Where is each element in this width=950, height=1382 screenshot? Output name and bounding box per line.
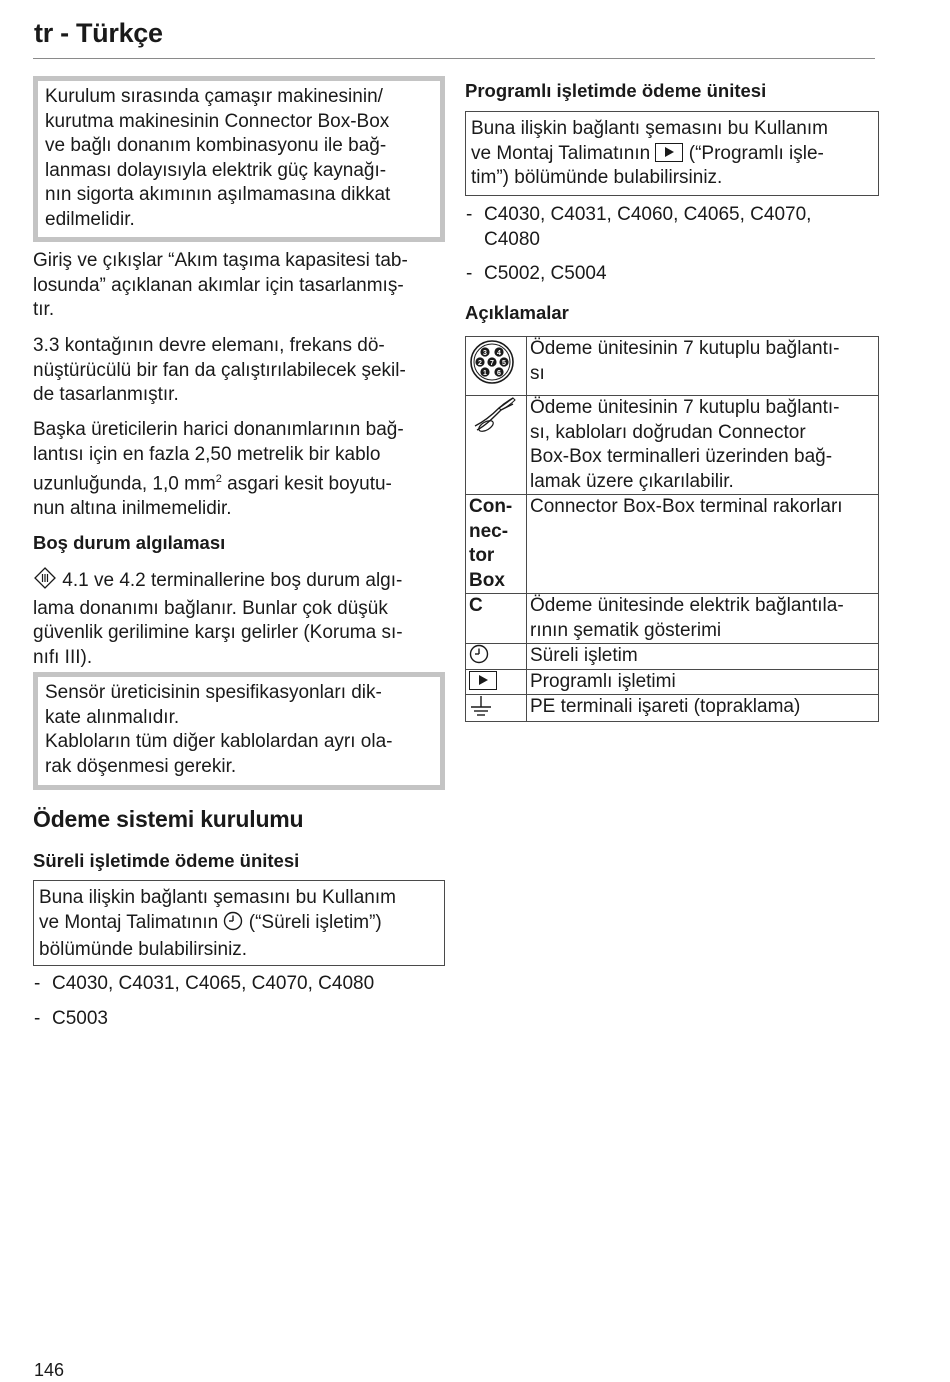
legend-description-cell: PE terminali işareti (topraklama) — [527, 695, 879, 722]
clock-icon — [469, 645, 489, 666]
paragraph-current-capacity — [33, 249, 408, 323]
info-box-timed — [33, 880, 445, 966]
table-row — [466, 594, 879, 644]
text-line: ve Montaj Talimatının (“Süreli işletim”) — [39, 911, 439, 939]
table-row — [466, 669, 879, 695]
paragraph-cable-length — [33, 418, 404, 521]
page-number: 146 — [34, 1360, 65, 1380]
seven-pin-connector-icon — [469, 349, 515, 390]
list-item: - C4030, C4031, C4065, C4070, C4080 — [34, 973, 375, 994]
heading-programmed-payment-unit: Programlı işletimde ödeme ünitesi — [465, 80, 767, 101]
list-item: - C5003 — [34, 1008, 108, 1029]
table-row — [466, 644, 879, 670]
text-line: Buna ilişkin bağlantı şemasını bu Kullanım — [39, 887, 396, 908]
text-line: Buna ilişkin bağlantı şemasını bu Kullanım — [471, 118, 828, 139]
list-item: - C4030, C4031, C4060, C4065, C4070, C4080 — [466, 204, 812, 250]
legend-table — [465, 336, 879, 722]
text-line: de tasarlanmıştır. — [33, 384, 179, 405]
heading-idle-detection: Boş durum algılaması — [33, 532, 226, 553]
svg-text:1: 1 — [483, 369, 487, 377]
svg-text:3: 3 — [483, 349, 487, 357]
page-header-title: tr - Türkçe — [34, 18, 163, 48]
text-line: bölümünde bulabilirsiniz. — [39, 939, 248, 960]
ground-icon — [469, 697, 493, 718]
svg-text:7: 7 — [490, 359, 494, 367]
text-line: ve Montaj Talimatının (“Programlı işle- — [471, 142, 824, 164]
legend-symbol-cell — [466, 337, 527, 396]
play-icon — [655, 143, 683, 162]
warning-text-fuse — [45, 85, 432, 232]
play-icon — [469, 671, 497, 690]
legend-symbol-cell: Con- nec- tor Box — [466, 495, 527, 594]
text-line: lantısı için en fazla 2,50 metrelik bir kablo — [33, 443, 381, 465]
svg-text:5: 5 — [502, 359, 506, 367]
text-line: 3.3 kontağının devre elemanı, frekans dö- — [33, 335, 385, 356]
legend-description-cell: Ödeme ünitesinin 7 kutuplu bağlantı- sı, kabloları doğrudan Connector Box-Box terminalleri üzerinden bağ- lamak üzere çıkarılabilir. — [527, 396, 879, 495]
wire-cutter-icon — [469, 420, 517, 441]
text-line: Giriş ve çıkışlar “Akım taşıma kapasitesi tab- — [33, 250, 408, 271]
legend-symbol-cell — [466, 695, 527, 722]
text-line: ve bağlı donanım kombinasyonu ile bağ- — [45, 135, 387, 156]
superscript: 2 — [215, 473, 222, 485]
svg-text:4: 4 — [497, 349, 501, 357]
text-line: Kurulum sırasında çamaşır makinesinin/ — [45, 86, 383, 107]
svg-text:6: 6 — [497, 369, 501, 377]
text-line: Başka üreticilerin harici donanımlarının bağ- — [33, 419, 404, 440]
table-row — [466, 695, 879, 722]
text-line: tır. — [33, 299, 55, 320]
info-box-programmed — [465, 111, 879, 196]
legend-symbol-cell: C — [466, 594, 527, 644]
text-line: nıfı III). — [33, 646, 93, 668]
heading-timed-payment-unit: Süreli işletimde ödeme ünitesi — [33, 850, 300, 871]
text-line: uzunluğunda, 1,0 $mm^2$ asgari kesit boyutu- — [33, 473, 392, 495]
text-line: rak döşenmesi gerekir. — [45, 755, 237, 777]
legend-symbol-cell — [466, 396, 527, 495]
list-item: - C5002, C5004 — [466, 263, 607, 284]
svg-text:2: 2 — [478, 359, 482, 367]
legend-description-cell: Ödeme ünitesinde elektrik bağlantıla- rının şematik gösterimi — [527, 594, 879, 644]
paragraph-contact-3-3 — [33, 334, 406, 408]
text-line: losunda” açıklanan akımlar için tasarlanmış- — [33, 274, 404, 296]
section-title-payment-installation: Ödeme sistemi kurulumu — [33, 806, 304, 832]
header-divider — [33, 58, 875, 59]
text-line: Sensör üreticisinin spesifikasyonları dik- — [45, 682, 382, 703]
text-line: Kabloların tüm diğer kablolardan ayrı ola- — [45, 731, 393, 752]
text-line: nun altına inilmemelidir. — [33, 497, 232, 519]
text-line: edilmelidir. — [45, 208, 135, 230]
text-line: tim”) bölümünde bulabilirsiniz. — [471, 167, 723, 188]
legend-description-cell: Süreli işletim — [527, 644, 879, 670]
table-row — [466, 396, 879, 495]
warning-box-sensor — [33, 672, 445, 790]
paragraph-idle-detection — [33, 567, 403, 670]
table-row — [466, 495, 879, 594]
text-line: 4.1 ve 4.2 terminallerine boş durum algı- — [33, 567, 403, 597]
legend-symbol-cell — [466, 644, 527, 670]
text-line: lama donanımı bağlanır. Bunlar çok düşük — [33, 597, 388, 619]
text-line: nın sigorta akımının aşılmamasına dikkat — [45, 184, 391, 205]
legend-description-cell: Ödeme ünitesinin 7 kutuplu bağlantı- sı — [527, 337, 879, 396]
clock-icon — [223, 911, 243, 939]
warning-box-fuse — [33, 76, 445, 242]
legend-description-cell: Connector Box-Box terminal rakorları — [527, 495, 879, 594]
text-line: nüştürücülü bir fan da çalıştırılabilecek şekil- — [33, 359, 406, 381]
text-line: kate alınmalıdır. — [45, 706, 180, 728]
legend-description-cell: Programlı işletimi — [527, 669, 879, 695]
legend-symbol-cell — [466, 669, 527, 695]
text-line: güvenlik gerilimine karşı gelirler (Koruma sı- — [33, 622, 403, 643]
text-line: lanması dolayısıyla elektrik güç kaynağı- — [45, 159, 387, 181]
table-row — [466, 337, 879, 396]
text-line: kurutma makinesinin Connector Box-Box — [45, 110, 390, 132]
heading-legend: Açıklamalar — [465, 302, 569, 323]
sensor-terminal-icon — [33, 567, 57, 597]
